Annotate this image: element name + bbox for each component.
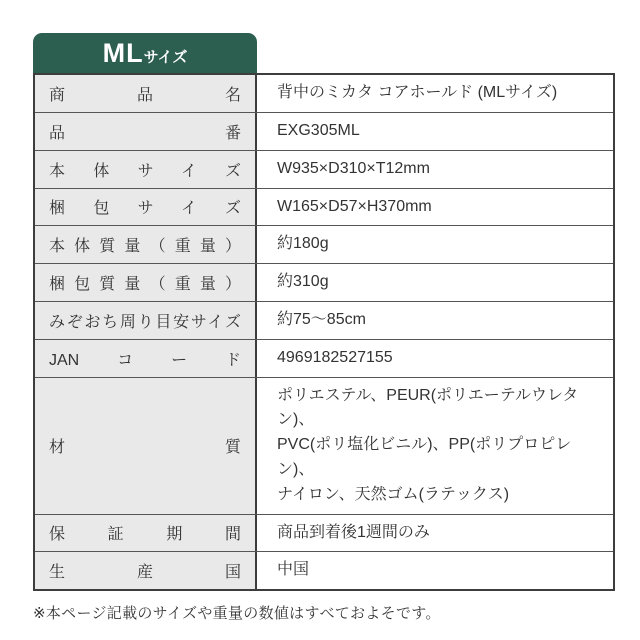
- row-body-weight-value: 約180g: [257, 226, 613, 263]
- row-country: [35, 551, 613, 589]
- row-waist-size-label-cell: [35, 302, 257, 339]
- row-label: 本体質量（重量）: [49, 238, 241, 256]
- row-product-name-value: 背中のミカタ コアホールド (MLサイズ): [257, 75, 613, 112]
- row-body-weight: [35, 225, 613, 263]
- size-tab-suffix-label: サイズ: [143, 49, 188, 66]
- row-jan-code-label-cell: [35, 340, 257, 377]
- row-waist-size: [35, 301, 613, 339]
- row-country-label-cell: [35, 552, 257, 589]
- row-body-size-value: W935×D310×T12mm: [257, 151, 613, 188]
- row-label: 生産国: [49, 564, 241, 582]
- row-warranty: [35, 514, 613, 552]
- row-material-value: [257, 378, 613, 514]
- row-package-size-label-cell: [35, 189, 257, 226]
- row-package-weight: [35, 263, 613, 301]
- row-label: 梱包質量（重量）: [49, 276, 241, 294]
- row-model-number-value: EXG305ML: [257, 113, 613, 150]
- row-label: 材質: [49, 439, 241, 457]
- row-label: 商品名: [49, 87, 241, 104]
- row-body-weight-label-cell: [35, 226, 257, 263]
- row-body-size-label-cell: [35, 151, 257, 188]
- row-label: 保証期間: [49, 526, 241, 544]
- row-model-number-label-cell: [35, 113, 257, 150]
- row-label: 梱包サイズ: [49, 200, 241, 218]
- row-label: みぞおち周り目安サイズ: [49, 313, 241, 331]
- row-material: [35, 377, 613, 514]
- spec-table: [33, 73, 615, 591]
- row-country-value: 中国: [257, 552, 613, 589]
- row-product-name-label-cell: [35, 75, 257, 112]
- row-package-weight-value: 約310g: [257, 264, 613, 301]
- row-package-size-value: W165×D57×H370mm: [257, 189, 613, 226]
- row-label: 品番: [49, 124, 241, 142]
- row-body-size: [35, 150, 613, 188]
- product-spec-panel: [33, 33, 615, 623]
- row-warranty-label-cell: [35, 515, 257, 552]
- row-material-label-cell: [35, 378, 257, 514]
- row-jan-code: [35, 339, 613, 377]
- approximate-values-note: ※本ページ記載のサイズや重量の数値はすべておよそです。: [33, 605, 441, 623]
- material-line-2: PVC(ポリ塩化ビニル)、PP(ポリプロピレン)、: [277, 436, 572, 478]
- row-package-size: [35, 188, 613, 226]
- material-line-1: ポリエステル、PEUR(ポリエーテルウレタン)、: [277, 386, 579, 429]
- row-model-number: [35, 112, 613, 150]
- row-package-weight-label-cell: [35, 264, 257, 301]
- row-label: JANコード: [49, 351, 241, 369]
- size-tab-main-label: ML: [102, 38, 144, 68]
- row-product-name: [35, 75, 613, 112]
- size-tab: [33, 33, 257, 73]
- row-label: 本体サイズ: [49, 162, 241, 180]
- row-jan-code-value: 4969182527155: [257, 340, 613, 377]
- material-line-3: ナイロン、天然ゴム(ラテックス): [277, 485, 510, 503]
- row-waist-size-value: 約75〜85cm: [257, 302, 613, 339]
- row-warranty-value: 商品到着後1週間のみ: [257, 515, 613, 552]
